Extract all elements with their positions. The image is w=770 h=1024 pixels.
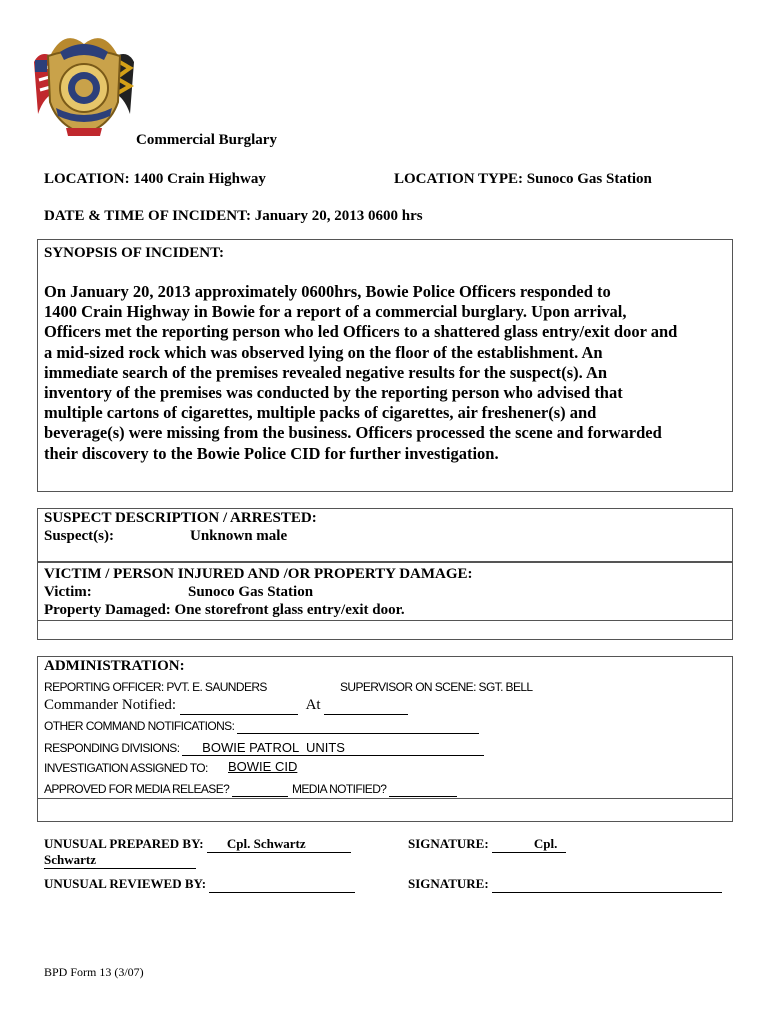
victim-divider: [37, 620, 733, 621]
reviewed-by-field[interactable]: [209, 876, 355, 893]
report-title: Commercial Burglary: [136, 132, 277, 148]
reporting-officer: REPORTING OFFICER: PVT. E. SAUNDERS: [44, 680, 267, 694]
location-type-row: [394, 171, 652, 188]
prepared-by-field[interactable]: [207, 836, 351, 853]
media-notified-label: MEDIA NOTIFIED?: [292, 782, 387, 796]
synopsis-line: multiple cartons of cigarettes, multiple packs of cigarettes, air freshener(s) and: [44, 403, 597, 423]
victim-field-label: Victim:: [44, 584, 92, 600]
location-row: [44, 171, 266, 188]
location-type-label: LOCATION TYPE:: [394, 171, 524, 187]
synopsis-line: their discovery to the Bowie Police CID for further investigation.: [44, 443, 499, 463]
synopsis-text: [44, 282, 677, 464]
synopsis-line: inventory of the premises was conducted by the reporting person who advised that: [44, 383, 623, 403]
investigation-assigned-label: INVESTIGATION ASSIGNED TO:: [44, 761, 208, 775]
investigation-assigned-row: [44, 761, 208, 775]
commander-notified-label: Commander Notified:: [44, 697, 177, 713]
property-damaged-label: Property Damaged:: [44, 602, 171, 618]
prepared-by-value: Cpl. Schwartz: [226, 836, 306, 851]
responding-divisions-label: RESPONDING DIVISIONS:: [44, 741, 180, 755]
media-release-row: [44, 782, 288, 797]
synopsis-line: a mid-sized rock which was observed lying on the floor of the establishment. An: [44, 342, 603, 362]
location-label: LOCATION:: [44, 171, 130, 187]
police-badge-icon: [30, 22, 138, 142]
administration-label: ADMINISTRATION:: [44, 658, 185, 674]
suspect-label: SUSPECT DESCRIPTION / ARRESTED:: [44, 510, 317, 526]
synopsis-line: On January 20, 2013 approximately 0600hrs, Bowie Police Officers responded to: [44, 282, 611, 301]
signature-field-1[interactable]: [492, 836, 566, 853]
prepared-by-label: UNUSUAL PREPARED BY:: [44, 836, 204, 851]
signature2-label: SIGNATURE:: [408, 876, 489, 891]
media-release-label: APPROVED FOR MEDIA RELEASE?: [44, 782, 230, 796]
property-damaged-row: [44, 602, 405, 619]
form-id: BPD Form 13 (3/07): [44, 965, 144, 979]
other-notifications-field[interactable]: [237, 719, 479, 734]
signature2-field[interactable]: [492, 876, 722, 893]
signature-continued: [44, 852, 196, 869]
incident-datetime-label: DATE & TIME OF INCIDENT:: [44, 208, 251, 224]
reviewed-by-label: UNUSUAL REVIEWED BY:: [44, 876, 207, 891]
synopsis-line: Officers met the reporting person who led Officers to a shattered glass entry/exit door and: [44, 322, 678, 342]
administration-divider: [37, 798, 733, 799]
synopsis-line: 1400 Crain Highway in Bowie for a report of a commercial burglary. Upon arrival,: [44, 302, 627, 322]
investigation-assigned-value[interactable]: BOWIE CID: [228, 759, 298, 774]
property-damaged-value: One storefront glass entry/exit door.: [174, 602, 405, 618]
media-notified-field[interactable]: [389, 782, 457, 797]
reviewed-by-row: [44, 876, 355, 893]
suspect-field-label: Suspect(s):: [44, 528, 114, 544]
signature-value-continued: Schwartz: [44, 852, 96, 867]
other-notifications-label: OTHER COMMAND NOTIFICATIONS:: [44, 719, 235, 733]
victim-field-value: Sunoco Gas Station: [188, 584, 314, 600]
prepared-by-row: [44, 836, 351, 853]
suspect-field-value: Unknown male: [190, 528, 288, 544]
signature-field-1-continued[interactable]: [44, 852, 196, 869]
media-notified-row: [292, 782, 457, 797]
synopsis-line: immediate search of the premises revealed negative results for the suspect(s). An: [44, 362, 608, 382]
responding-divisions-row: [44, 740, 484, 756]
media-release-field[interactable]: [232, 782, 288, 797]
supervisor-on-scene: SUPERVISOR ON SCENE: SGT. BELL: [340, 680, 533, 694]
responding-divisions-field[interactable]: [182, 740, 484, 756]
incident-datetime-row: [44, 208, 423, 225]
victim-label: VICTIM / PERSON INJURED AND /OR PROPERTY DAMAGE:: [44, 566, 473, 582]
synopsis-label: SYNOPSIS OF INCIDENT:: [44, 245, 225, 261]
signature-label: SIGNATURE:: [408, 836, 489, 851]
commander-at-label: At: [305, 697, 321, 713]
commander-notified-row: [44, 697, 408, 715]
commander-at-field[interactable]: [324, 697, 408, 715]
signature-value: Cpl.: [533, 836, 558, 851]
police-badge-logo: [30, 22, 138, 142]
location-type-value: Sunoco Gas Station: [526, 171, 652, 187]
synopsis-line: beverage(s) were missing from the business. Officers processed the scene and forwarded: [44, 423, 662, 443]
signature-row-2: [408, 876, 722, 893]
responding-divisions-value: BOWIE PATROL UNITS: [202, 740, 345, 755]
location-value: 1400 Crain Highway: [133, 171, 266, 187]
other-notifications-row: [44, 719, 479, 734]
incident-datetime-value: January 20, 2013 0600 hrs: [254, 208, 423, 224]
commander-notified-field[interactable]: [180, 697, 298, 715]
signature-row-1: [408, 836, 566, 853]
